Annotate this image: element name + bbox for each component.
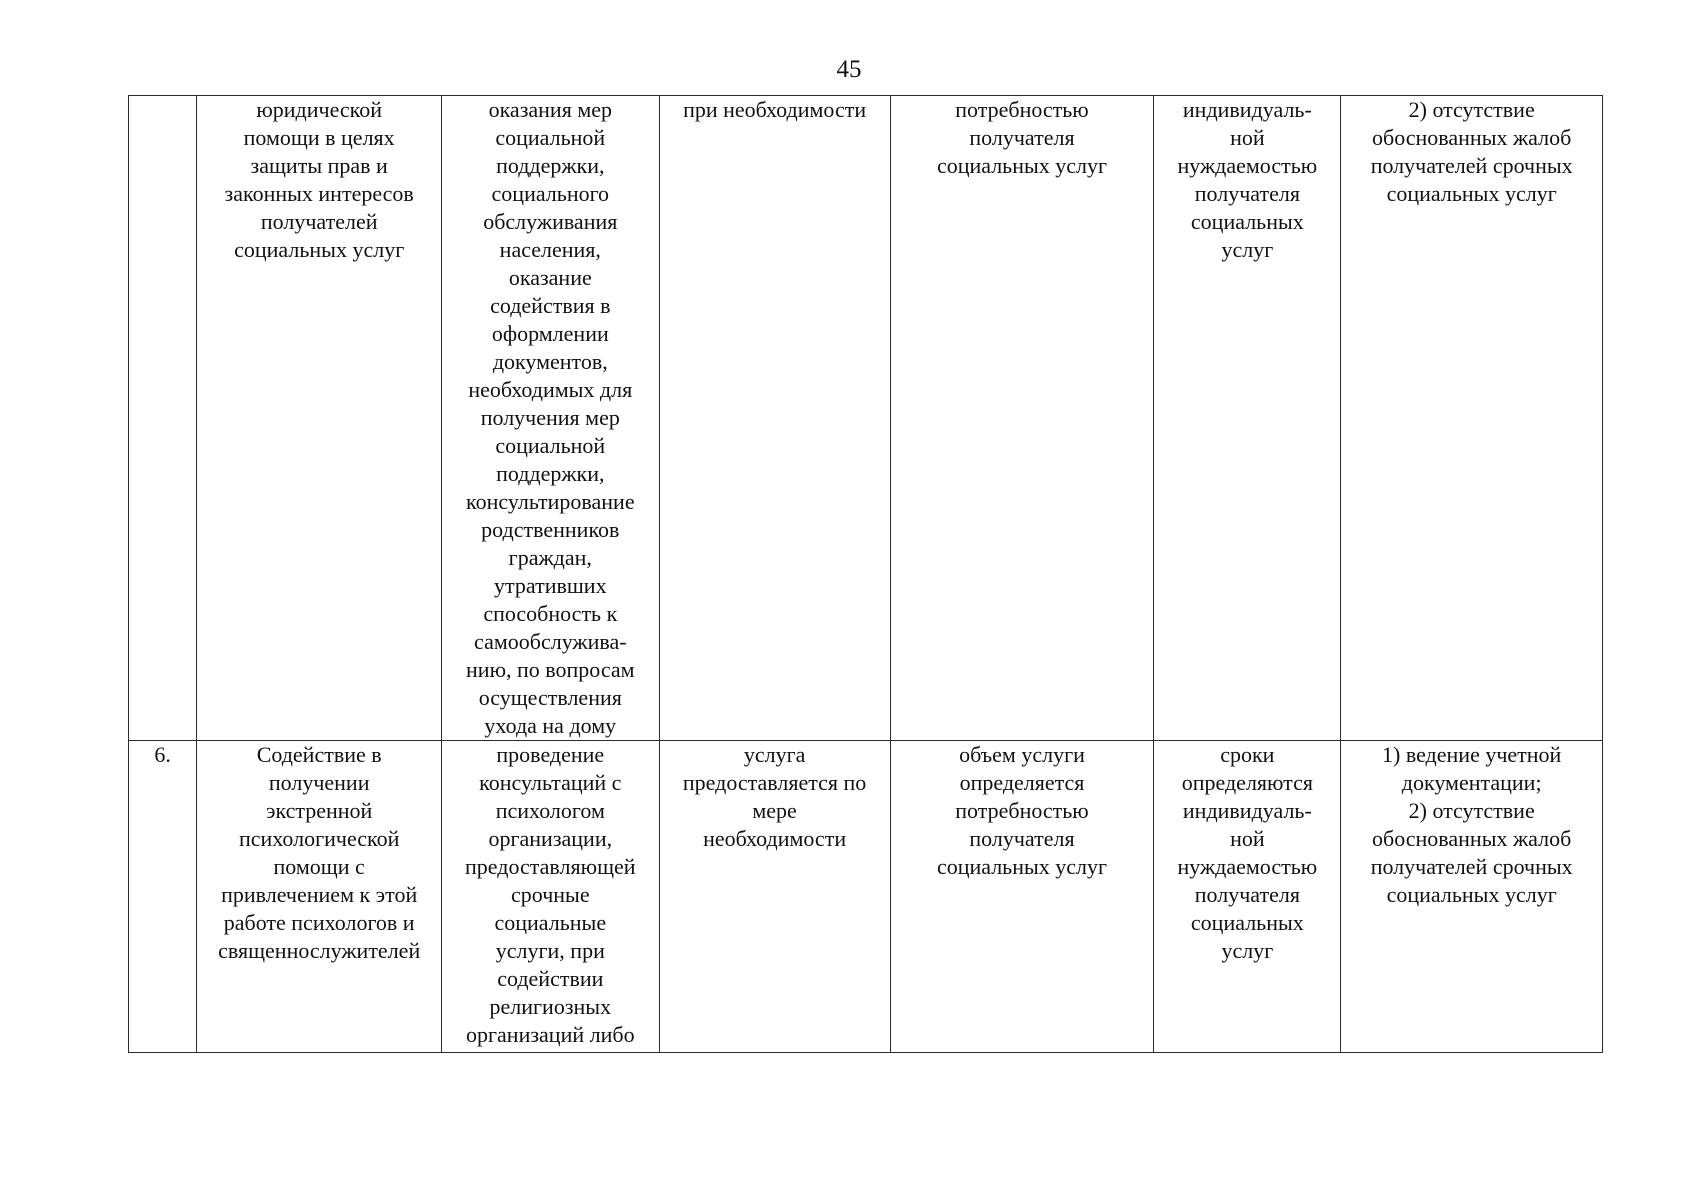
cell-line: потребностью <box>955 798 1089 823</box>
cell-period <box>1154 741 1341 1053</box>
cell-line: родственников <box>481 517 620 542</box>
cell-line: нуждаемостью <box>1177 153 1318 178</box>
cell-line: предоставляющей <box>465 854 636 879</box>
cell-line: получения мер <box>480 405 620 430</box>
cell-line: социальные <box>494 910 607 935</box>
cell-line: Содействие в <box>256 742 382 767</box>
cell-line: документации; <box>1401 770 1542 795</box>
cell-volume <box>890 741 1154 1053</box>
cell-line: работе психологов и <box>223 910 415 935</box>
cell-line: проведение <box>496 742 605 767</box>
cell-line: документов, <box>492 349 608 374</box>
cell-line: услуг <box>1221 938 1274 963</box>
cell-line: срочные <box>511 882 590 907</box>
cell-line: священнослужителей <box>218 938 421 963</box>
cell-line: содействии <box>497 966 604 991</box>
cell-line: индивидуаль- <box>1182 97 1312 122</box>
cell-line: социальных <box>1190 209 1304 234</box>
cell-quality <box>1341 96 1603 741</box>
table-row <box>129 96 1603 741</box>
cell-line: потребностью <box>955 97 1089 122</box>
table-body <box>129 96 1603 1053</box>
cell-line: способность к <box>483 601 618 626</box>
cell-line: экстренной <box>266 798 373 823</box>
cell-line: ухода на дому <box>484 713 617 738</box>
cell-line: социальных услуг <box>234 237 405 262</box>
cell-line: поддержки, <box>496 153 605 178</box>
cell-line: обоснованных жалоб <box>1372 826 1572 851</box>
cell-line: получателей <box>260 209 378 234</box>
cell-line: оказание <box>508 265 592 290</box>
cell-line: социальных услуг <box>936 153 1108 178</box>
cell-line: законных интересов <box>224 181 414 206</box>
cell-line: ной <box>1230 826 1265 851</box>
cell-line: оформлении <box>491 321 609 346</box>
cell-line: организации, <box>488 826 613 851</box>
cell-line: мере <box>752 798 797 823</box>
cell-line: получателя <box>1194 181 1300 206</box>
cell-line: привлечением к этой <box>221 882 418 907</box>
cell-line: социальной <box>495 125 606 150</box>
cell-line: 2) отсутствие <box>1408 798 1535 823</box>
cell-line: получателя <box>969 826 1075 851</box>
cell-line: при необходимости <box>683 97 867 122</box>
cell-line: юридической <box>256 97 382 122</box>
services-table <box>128 95 1603 1053</box>
cell-line: предоставляется по <box>682 770 867 795</box>
cell-line: сроки <box>1220 742 1275 767</box>
cell-line: услуги, при <box>495 938 605 963</box>
table-row <box>129 741 1603 1053</box>
cell-line: социальных услуг <box>1386 181 1557 206</box>
cell-line: 1) ведение учетной <box>1382 742 1562 767</box>
cell-line: психологом <box>495 798 605 823</box>
cell-line: получателей срочных <box>1370 854 1573 879</box>
cell-service-name <box>197 741 442 1053</box>
cell-line: психологической <box>238 826 400 851</box>
cell-line: нуждаемостью <box>1177 854 1318 879</box>
cell-line: обслуживания <box>483 209 618 234</box>
cell-line: услуга <box>743 742 806 767</box>
cell-line: консультаций с <box>479 770 622 795</box>
cell-line: обоснованных жалоб <box>1372 125 1572 150</box>
cell-line: получении <box>268 770 370 795</box>
cell-line: получателя <box>969 125 1075 150</box>
cell-line: нию, по вопросам <box>466 657 635 682</box>
cell-service-name <box>197 96 442 741</box>
cell-line: ной <box>1230 125 1265 150</box>
cell-line: социальной <box>495 433 606 458</box>
cell-line: граждан, <box>508 545 592 570</box>
cell-line: консультирование <box>466 489 635 514</box>
cell-line: защиты прав и <box>250 153 388 178</box>
cell-line: социальных услуг <box>1386 882 1557 907</box>
cell-line: 2) отсутствие <box>1408 97 1535 122</box>
cell-line: поддержки, <box>496 461 605 486</box>
cell-quality <box>1341 741 1603 1053</box>
cell-line: утративших <box>494 573 607 598</box>
cell-line: социального <box>491 181 610 206</box>
cell-line: получателей срочных <box>1370 153 1573 178</box>
cell-term <box>659 741 890 1053</box>
cell-line: помощи с <box>273 854 365 879</box>
cell-line: услуг <box>1221 237 1274 262</box>
cell-line: содействия в <box>490 293 611 318</box>
cell-line: необходимости <box>703 826 847 851</box>
cell-line: определяются <box>1181 770 1313 795</box>
cell-line: социальных услуг <box>936 854 1108 879</box>
cell-number: 6. <box>129 741 197 1053</box>
cell-period <box>1154 96 1341 741</box>
cell-line: определяется <box>959 770 1085 795</box>
cell-line: получателя <box>1194 882 1300 907</box>
cell-description <box>442 96 659 741</box>
cell-line: объем услуги <box>959 742 1085 767</box>
cell-description <box>442 741 659 1053</box>
cell-line: населения, <box>499 237 601 262</box>
cell-line: религиозных <box>489 994 612 1019</box>
cell-term <box>659 96 890 741</box>
page-number: 45 <box>836 56 862 83</box>
cell-line: самообслужива- <box>474 629 627 654</box>
cell-volume <box>890 96 1154 741</box>
cell-number <box>129 96 197 741</box>
cell-line: оказания мер <box>488 97 613 122</box>
cell-line: необходимых для <box>468 377 633 402</box>
cell-line: организаций либо <box>466 1022 635 1047</box>
cell-line: индивидуаль- <box>1182 798 1312 823</box>
cell-line: помощи в целях <box>243 125 395 150</box>
cell-line: осуществления <box>478 685 622 710</box>
cell-line: социальных <box>1190 910 1304 935</box>
